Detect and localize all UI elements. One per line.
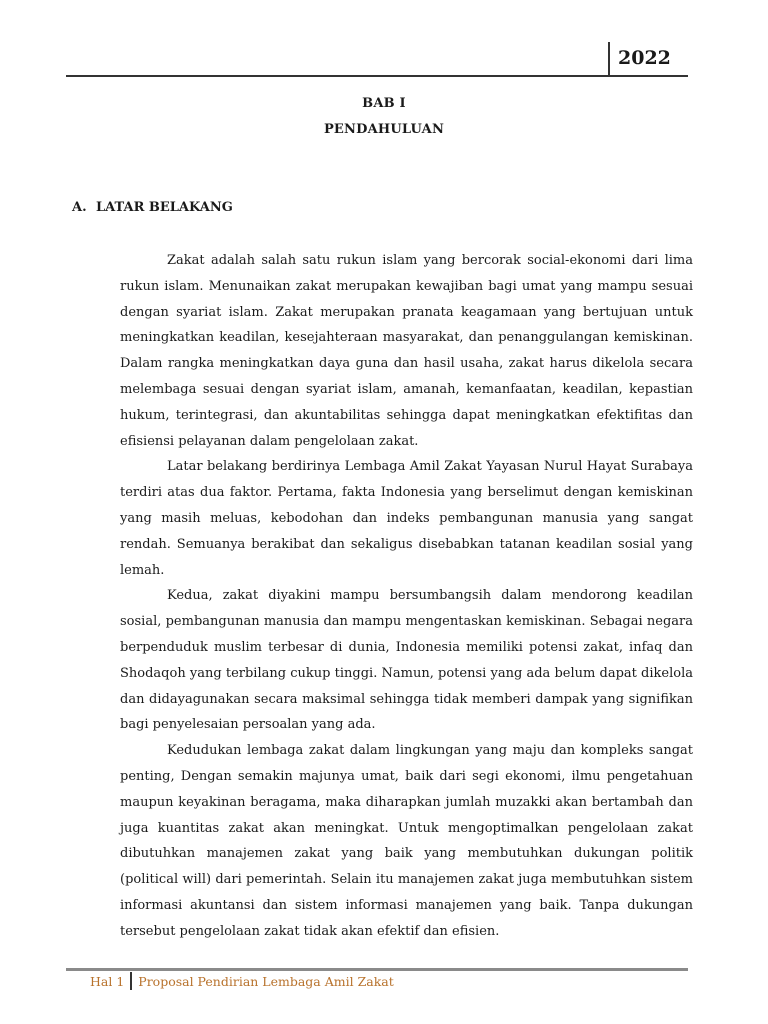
body-text	[120, 248, 693, 945]
paragraph: Latar belakang berdirinya Lembaga Amil Zakat Yayasan Nurul Hayat Surabaya terdiri atas dua faktor. Pertama, fakta Indonesia yang berselimut dengan kemiskinan yang masih meluas, kebodohan dan indeks pembangunan manusia yang sangat rendah. Semuanya berakibat dan sekaligus disebabkan tatanan keadilan sosial yang lemah.	[120, 459, 693, 578]
chapter-title: PENDAHULUAN	[323, 122, 445, 137]
header-rule	[66, 75, 688, 77]
section-heading	[72, 200, 233, 215]
footer	[90, 972, 394, 990]
header-year: 2022	[618, 47, 671, 69]
section-letter: A.	[72, 200, 87, 215]
paragraph: Kedudukan lembaga zakat dalam lingkungan yang maju dan kompleks sangat penting, Dengan semakin majunya umat, baik dari segi ekonomi, ilmu pengetahuan maupun keyakinan beragama, maka diharapkan jumlah muzakki akan bertambah dan juga kuantitas zakat akan meningkat. Untuk mengoptimalkan pengelolaan zakat dibutuhkan manajemen zakat yang baik yang membutuhkan dukungan politik (political will) dari pemerintah. Selain itu manajemen zakat juga membutuhkan sistem informasi akuntansi dan sistem informasi manajemen yang baik. Tanpa dukungan tersebut pengelolaan zakat tidak akan efektif dan efisien.	[120, 743, 693, 939]
footer-title: Proposal Pendirian Lembaga Amil Zakat	[138, 974, 394, 989]
paragraph: Zakat adalah salah satu rukun islam yang bercorak social-ekonomi dari lima rukun islam. Menunaikan zakat merupakan kewajiban bagi umat yang mampu sesuai dengan syariat islam. Zakat merupakan pranata keagamaan yang bertujuan untuk meningkatkan keadilan, kesejahteraan masyarakat, dan penanggulangan kemiskinan. Dalam rangka meningkatkan daya guna dan hasil usaha, zakat harus dikelola secara melembaga sesuai dengan syariat islam, amanah, kemanfaatan, keadilan, kepastian hukum, terintegrasi, dan akuntabilitas sehingga dapat meningkatkan efektifitas dan efisiensi pelayanan dalam pengelolaan zakat.	[120, 253, 693, 449]
footer-separator	[130, 972, 132, 990]
section-title: LATAR BELAKANG	[96, 200, 233, 215]
footer-page-number: Hal 1	[90, 974, 125, 989]
chapter-number: BAB I	[362, 96, 406, 111]
footer-rule	[66, 968, 688, 971]
paragraph: Kedua, zakat diyakini mampu bersumbangsih dalam mendorong keadilan sosial, pembangunan manusia dan mampu mengentaskan kemiskinan. Sebagai negara berpenduduk muslim terbesar di dunia, Indonesia memiliki potensi zakat, infaq dan Shodaqoh yang terbilang cukup tinggi. Namun, potensi yang ada belum dapat dikelola dan didayagunakan secara maksimal sehingga tidak memberi dampak yang signifikan bagi penyelesaian persoalan yang ada.	[120, 588, 693, 733]
header-year-box	[608, 42, 688, 76]
